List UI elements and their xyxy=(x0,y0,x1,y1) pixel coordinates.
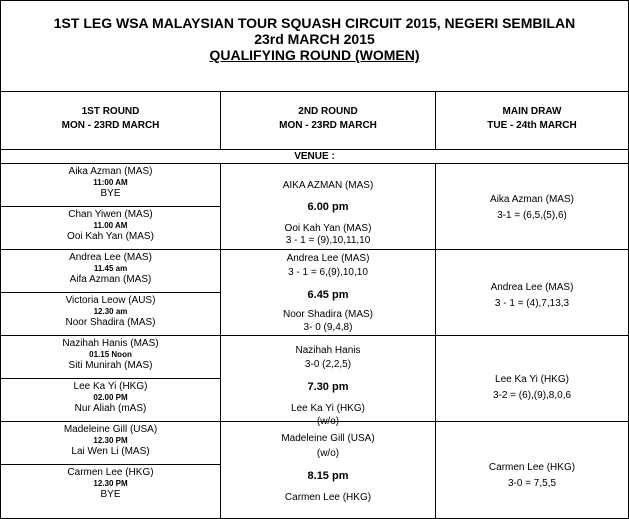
winner-name: Noor Shadira (MAS) xyxy=(282,309,374,320)
title-line-1: 1ST LEG WSA MALAYSIAN TOUR SQUASH CIRCUIT 2015, NEGERI SEMBILAN xyxy=(53,15,576,31)
col2-round-label: 2ND ROUND xyxy=(298,106,358,117)
player-name: Chan Yiwen (MAS) xyxy=(68,209,153,220)
player-name: Lee Ka Yi (HKG) xyxy=(73,381,148,392)
main-draw-entry xyxy=(435,249,629,336)
qualifier-name: Carmen Lee (HKG) xyxy=(488,462,576,473)
winner-name: Carmen Lee (HKG) xyxy=(284,492,372,503)
match-time: 11.45 am xyxy=(93,264,128,273)
first-round-match xyxy=(0,292,221,336)
player-name: Ooi Kah Yan (MAS) xyxy=(67,231,154,242)
qualifier-name: Lee Ka Yi (HKG) xyxy=(495,374,569,385)
header-col-2 xyxy=(220,91,436,150)
first-round-match xyxy=(0,464,221,519)
header-col-1 xyxy=(0,91,221,150)
winner-name: AIKA AZMAN (MAS) xyxy=(282,180,374,191)
second-round-match xyxy=(220,249,436,336)
first-round-match xyxy=(0,378,221,422)
main-draw-entry xyxy=(435,421,629,519)
second-round-match xyxy=(220,421,436,519)
match-time: 02.00 PM xyxy=(93,393,128,402)
match-score: (w/o) xyxy=(316,448,340,459)
match-time: 6.00 pm xyxy=(307,201,349,213)
main-draw-entry xyxy=(435,163,629,250)
match-score: 3- 0 (9,4,8) xyxy=(303,322,353,333)
player-name: Noor Shadira (MAS) xyxy=(65,317,156,328)
col1-round-label: 1ST ROUND xyxy=(81,106,140,117)
first-round-match xyxy=(0,335,221,379)
first-round-match xyxy=(0,249,221,293)
qualifier-score: 3 - 1 = (4),7,13,3 xyxy=(494,298,570,309)
title-line-3: QUALIFYING ROUND (WOMEN) xyxy=(209,47,420,63)
venue-row xyxy=(0,149,629,164)
match-score: 3 - 1 = (9),10,11,10 xyxy=(285,235,371,246)
match-time: 12.30 PM xyxy=(93,436,128,445)
title-line-2: 23rd MARCH 2015 xyxy=(254,31,375,47)
player-name: Siti Munirah (MAS) xyxy=(68,360,153,371)
main-draw-entry xyxy=(435,335,629,422)
player-name: BYE xyxy=(100,489,121,500)
qualifier-name: Aika Azman (MAS) xyxy=(490,194,574,205)
player-name: Lai Wen Li (MAS) xyxy=(71,446,150,457)
match-time: 12.30 am xyxy=(93,307,128,316)
qualifier-score: 3-2 = (6),(9),8,0,6 xyxy=(492,390,572,401)
match-score: 3-0 (2,2,5) xyxy=(304,359,352,370)
match-time: 7.30 pm xyxy=(307,381,349,393)
player-name: Aika Azman (MAS) xyxy=(68,166,153,177)
first-round-match xyxy=(0,163,221,207)
winner-name: Nazihah Hanis xyxy=(295,345,361,356)
col3-date-label: TUE - 24th MARCH xyxy=(487,120,577,131)
player-name: Nazihah Hanis (MAS) xyxy=(62,338,159,349)
title-block xyxy=(0,0,629,92)
match-time: 01.15 Noon xyxy=(89,350,132,359)
qualifier-score: 3-0 = 7,5,5 xyxy=(507,478,557,489)
match-time: 11.00 AM xyxy=(93,221,128,230)
winner-name: Madeleine Gill (USA) xyxy=(281,433,375,444)
match-score: (w/o) xyxy=(316,416,340,427)
winner-name: Lee Ka Yi (HKG) xyxy=(291,403,365,414)
player-name: BYE xyxy=(100,188,121,199)
player-name: Victoria Leow (AUS) xyxy=(65,295,156,306)
match-time: 12.30 PM xyxy=(93,479,128,488)
player-name: Andrea Lee (MAS) xyxy=(69,252,152,263)
player-name: Madeleine Gill (USA) xyxy=(63,424,158,435)
second-round-match xyxy=(220,163,436,250)
second-round-match xyxy=(220,335,436,427)
player-name: Aifa Azman (MAS) xyxy=(69,274,152,285)
match-score: 3 - 1 = 6,(9),10,10 xyxy=(288,267,368,278)
venue-label: VENUE : xyxy=(294,151,335,162)
first-round-match xyxy=(0,206,221,250)
winner-name: Ooi Kah Yan (MAS) xyxy=(284,223,372,234)
winner-name: Andrea Lee (MAS) xyxy=(286,253,370,264)
match-time: 11:00 AM xyxy=(93,178,128,187)
first-round-match xyxy=(0,421,221,465)
match-time: 6.45 pm xyxy=(307,289,349,301)
match-time: 8.15 pm xyxy=(307,470,349,482)
player-name: Carmen Lee (HKG) xyxy=(67,467,154,478)
col2-date-label: MON - 23RD MARCH xyxy=(279,120,377,131)
qualifier-score: 3-1 = (6,5,(5),6) xyxy=(497,210,567,221)
col1-date-label: MON - 23RD MARCH xyxy=(61,120,160,131)
header-col-3 xyxy=(435,91,629,150)
player-name: Nur Aliah (mAS) xyxy=(74,403,147,414)
col3-round-label: MAIN DRAW xyxy=(502,106,562,117)
qualifier-name: Andrea Lee (MAS) xyxy=(490,282,574,293)
